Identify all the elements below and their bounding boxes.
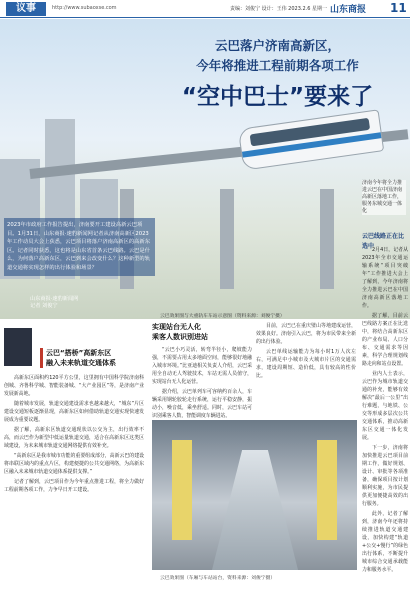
paragraph: “云巴小巧灵活，转弯半径小，爬坡能力强，不需要占用太多地面空间，能够很好地融入城市环境。”比亚迪相关负责人介绍，云巴采用全自动无人驾驶技术，车站无需人员值守，实现站台无人化运营。 [152, 347, 252, 385]
photo-caption-right: 济南今年将全力推进云巴在中国济南高新区落地工作，服务东城交通一体化 [362, 180, 406, 215]
paragraph: “高新东区是我市城市功能的重要组成部分，高新云巴的建设将串联区域内的重点片区，构建便捷的公共交通网络，为高新东区融入未来城市轨道交通体系提供支撑。” [4, 453, 144, 475]
paragraph: 2月4日，记者从2023年全市交通运输系统“项目突破年”工作推进大会上了解到，今年济南将全力推进云巴在中国济南高新区落地工作。 [362, 247, 408, 309]
paragraph: 据了解，目前云巴线路方案正在比选中，将结合高新东区的产业布局、人口分布、交通需求等因素，科学合理规划线路走向和站点设置。 [362, 313, 408, 367]
page-number: 11 [390, 1, 407, 15]
byline [30, 296, 78, 310]
section-tag: 议事 [6, 2, 46, 16]
column-1 [4, 374, 144, 599]
section-title-2: 实现站台无人化 乘客人数识别进站 [152, 323, 208, 341]
paragraph: 据介绍，云巴单列车可容纳约百余人，车辆采用钢轮胶轮走行系统，运行平稳安静，振动小，噪音低，乘坐舒适。同时，云巴车站可识别乘客人数，智能调度车辆进站。 [152, 389, 252, 418]
editor-line: 责编：刘俊宁 设计：王伟 2023.2.6 星期一 [230, 6, 328, 12]
paragraph: 业内人士表示，云巴作为城市轨道交通的补充，能够有效解决“最后一公里”出行难题，与地铁、公交等形成多层次公共交通体系，推动高新东区交通一体化发展。 [362, 371, 408, 441]
section-title-1: 云巴“搭桥”高新东区 融入未来轨道交通体系 [40, 348, 132, 368]
headline-main: “空中巴士”要来了 [181, 84, 374, 110]
paragraph: 随着城市发展，轨道交通建设需求也越来越大，“城东”片区建设交通短板逐渐显现，高新东区如何借助轨道交通实现快速发展成为重要议题。 [4, 401, 144, 423]
train-door [317, 440, 337, 540]
paragraph: 高新东区面积约120平方公里，这里拥有中国科学院济南科创城、齐鲁科学城、智能装备城、“大产业园区”等，是济南产业发展新高地。 [4, 375, 144, 397]
column-3 [256, 322, 356, 418]
column-4 [362, 246, 408, 598]
train-aisle [212, 450, 298, 570]
interior-photo [152, 420, 357, 570]
paper-name: 山东商报 [330, 5, 367, 15]
track-pier [320, 189, 334, 289]
photo-caption-2: 云巴效果图（车厢与车站站台，资料来源：刘俊宁摄） [160, 576, 276, 581]
cloudbus-train [238, 109, 384, 170]
site-url[interactable]: http://www.subaoxse.com [52, 5, 117, 11]
byline-source: 山东商报·速豹新闻网 [30, 296, 79, 302]
section-title-3: 云巴线路正在比选中 [362, 233, 405, 250]
paragraph: 下一步，济南将加快推进云巴项目前期工作，做好规划、设计、审批等各项准备，确保项目按计划顺利实施，为市民提供更加便捷高效的出行服务。 [362, 445, 408, 507]
page-header [0, 0, 410, 18]
paragraph: 此外，记者了解到，济南今年还将持续推进轨道交通建设，加快构建“轨道+公交+慢行”的绿色出行体系，不断提升城市综合交通承载能力和服务水平。 [362, 511, 408, 573]
paragraph: 云巴单线运输能力为每小时1万人次左右，可满足中小城市及大城市片区的交通需求，建设周期短、造价低，具有较高的性价比。 [256, 349, 356, 379]
small-photo [4, 328, 32, 366]
headline-line-2: 今年将推进工程前期各项工作 [196, 58, 359, 73]
paragraph: 记者了解到，云巴项目作为今年重点推进工程，将全力做好工程前期各项工作，力争早日开工建设。 [4, 479, 144, 493]
paragraph: 据了解，高新东区轨道交通现状以公交为主，出行效率不高，而云巴作为新型中低运量轨道交通，适合在高新东区这类区域建设，为未来城市轨道交通网络提供有效补充。 [4, 427, 144, 449]
headline-line-1: 云巴落户济南高新区， [214, 38, 340, 53]
paragraph: 目前，云巴已在重庆璧山等地建成运营，效果良好。济南引入云巴，将为市民带来全新的出行体验。 [256, 323, 356, 345]
lead-paragraph: 2023年市政府工作报告提出，济南要开工建设高新云巴项目。1月31日，山东商报·速豹新闻网记者从济南高新区2023年工作动员大会上获悉，云巴项目将落户济南高新区的高新东区。记者同时获悉，这也将是山东省首条云巴线路。云巴是什么，为何落户高新东区，云巴到来会改变什么？这种新型的轨道交通将实现怎样的出行体验和场景？ [4, 218, 155, 276]
photo-caption-1: 云巴效果图与大重轨车车站示意图（资料来源：刘俊宁摄） [160, 314, 285, 319]
byline-reporter: 记者 刘俊宁 [30, 303, 58, 309]
track-pier [220, 189, 234, 289]
header-rule [0, 17, 410, 18]
train-door [172, 440, 192, 540]
column-2 [152, 346, 252, 418]
